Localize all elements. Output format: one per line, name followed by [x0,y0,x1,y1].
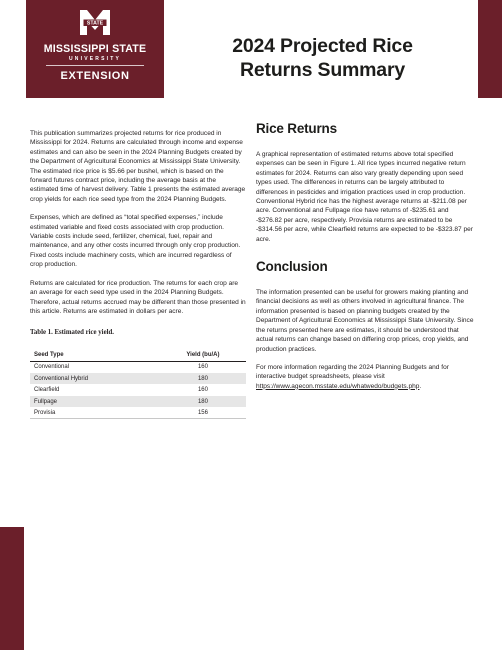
rice-yield-table [30,348,246,419]
page-title-line2: Returns Summary [240,59,405,81]
brand-divider [46,65,144,66]
logo-state-text: STATE [86,20,104,27]
decorative-bar-top-right [478,0,502,98]
table-cell-yield: 160 [197,364,208,371]
conclusion-paragraph: The information presented can be useful for growers making planting and financial decisions as well as others involved in agricultural finance. The information presented is based on planning budgets created by the Department of Agricultural Economics at Mississippi State University. Since the returns presented here are estimates, it should be understood that actual returns can change based on differing crop prices, crop yields, and production practices. [256,289,474,353]
conclusion-heading: Conclusion [256,259,328,275]
expenses-paragraph: Expenses, which are defined as “total specified expenses,” include estimated variable and fixed costs associated with crop production. Variable costs include seed, fertilizer, chemical, fuel, repair and maintenance, and any other costs incurred through only crop production. Fixed costs include machinery costs, which are incurred regardless of crop production. [30,214,241,269]
page-title [185,34,460,82]
table-cell-seed: Fullpage [30,396,160,408]
table-header-row [30,348,246,361]
table-cell-yield: 160 [197,387,208,394]
intro-paragraph: This publication summarizes projected returns for rice produced in Mississippi for 2024. Returns are calculated through income and expense estimates and can also be seen in the 2024 Planning Budgets created by the Department of Agricultural Economics at Mississippi State University. The estimated rice price is $5.66 per bushel, which is based on the forward futures contract price, including the average basis at the estimated time of harvest delivery. Table 1 presents the estimated average crop yields for each rice seed type from the 2024 Planning Budgets. [30,130,246,203]
returns-paragraph: Returns are calculated for rice production. The returns for each crop are an average for each seed type used in the 2024 Planning Budgets. Therefore, actual returns accrued may be different than those presented in this article. Returns are estimated in dollars per acre. [30,279,246,315]
table-cell-yield: 180 [160,396,246,408]
table-caption: Table 1. Estimated rice yield. [30,329,114,337]
table-row [30,396,246,408]
table-cell-seed: Provisia [30,407,160,419]
table-cell-yield: 180 [160,373,246,385]
brand-university-sub: UNIVERSITY [68,56,121,62]
table-cell-seed: Conventional [34,364,70,371]
decorative-bar-bottom-left [0,527,24,650]
table-header-seed-type: Seed Type [30,348,160,361]
more-info-suffix: . [419,382,422,390]
table-cell-seed: Conventional Hybrid [30,373,160,385]
more-info-paragraph [256,363,474,391]
extension-logo-block [26,0,164,98]
table-row [30,407,246,419]
rice-returns-paragraph: A graphical representation of estimated returns above total specified expenses can be seen in Figure 1. All rice types incurred negative return estimates for 2024. Returns can also vary greatly depending upon seed types used. The differences in returns can be largely attributed to differences in pesticides and irrigation practices used in crop production. Conventional Hybrid rice has the highest average returns at -$211.08 per acre. Conventional and Fullpage rice have returns of -$235.61 and -$276.82 per acre, respectively. Provisia returns are estimated to be -$314.56 per acre, while Clearfield returns are expected to be -$323.87 per acre. [256,151,473,243]
brand-university-name: MISSISSIPPI STATE [43,43,147,55]
left-column [30,129,246,419]
page-title-line1: 2024 Projected Rice [232,35,413,57]
more-info-text: For more information regarding the 2024 Planning Budgets and for interactive budget spreadsheets, please visit [256,363,449,381]
brand-extension: EXTENSION [60,70,130,82]
table-cell-seed: Clearfield [34,387,60,394]
budgets-link[interactable]: https://www.agecon.msstate.edu/whatwedo/budgets.php [256,382,420,390]
table-header-yield: Yield (bu/A) [160,348,246,361]
table-row [30,373,246,385]
table-cell-yield: 156 [160,407,246,419]
table-row [30,384,246,396]
rice-returns-heading: Rice Returns [256,121,337,136]
msu-logo-icon [78,8,112,38]
right-column [256,121,474,400]
table-row [30,361,246,373]
